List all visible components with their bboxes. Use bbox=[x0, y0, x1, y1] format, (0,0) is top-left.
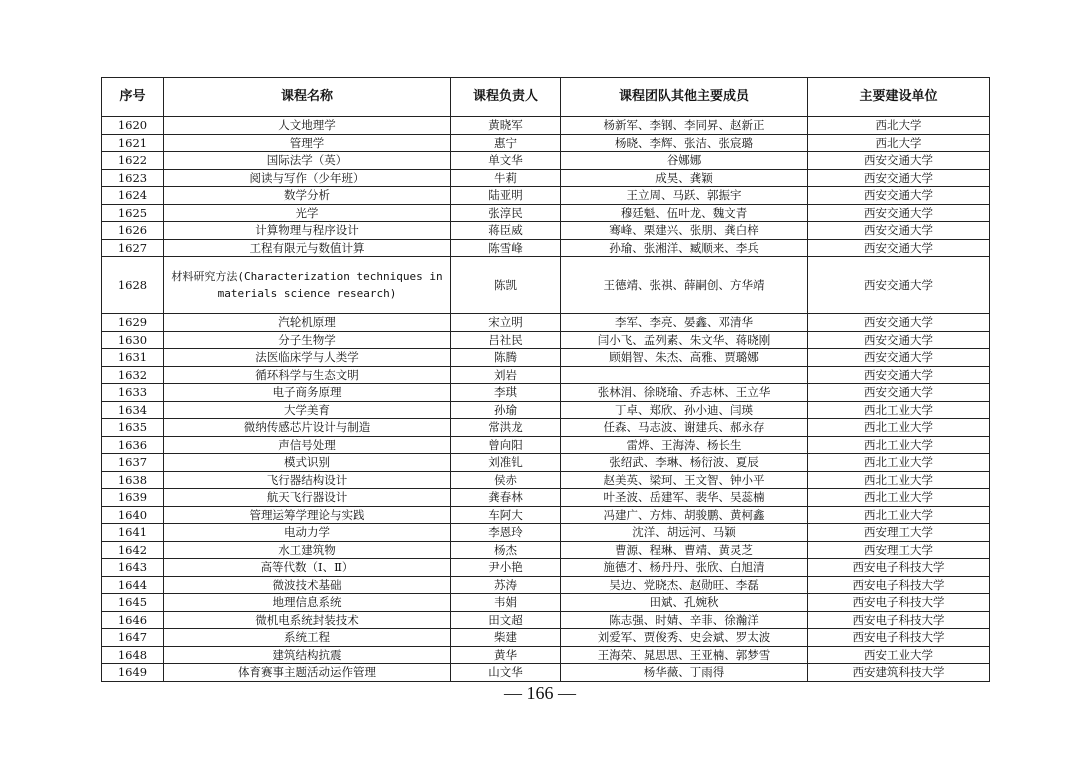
cell-team-members: 王立周、马跃、郭振宇 bbox=[561, 187, 808, 205]
table-row bbox=[102, 436, 990, 454]
cell-serial: 1630 bbox=[102, 331, 164, 349]
cell-serial: 1632 bbox=[102, 366, 164, 384]
cell-team-members: 吴边、党晓杰、赵勋旺、李磊 bbox=[561, 576, 808, 594]
header-course-leader: 课程负责人 bbox=[451, 78, 561, 117]
cell-team-members: 骞峰、栗建兴、张朋、龚白梓 bbox=[561, 222, 808, 240]
table-row bbox=[102, 117, 990, 135]
cell-institution: 西安电子科技大学 bbox=[808, 629, 990, 647]
cell-course-leader: 车阿大 bbox=[451, 506, 561, 524]
cell-team-members: 任森、马志波、谢建兵、郝永存 bbox=[561, 419, 808, 437]
cell-team-members: 赵美英、梁珂、王文智、钟小平 bbox=[561, 471, 808, 489]
cell-team-members: 丁卓、郑欣、孙小迪、闫瑛 bbox=[561, 401, 808, 419]
cell-team-members: 闫小飞、孟列素、朱文华、蒋晓刚 bbox=[561, 331, 808, 349]
table-row bbox=[102, 454, 990, 472]
cell-course-name: 法医临床学与人类学 bbox=[164, 349, 451, 367]
header-serial: 序号 bbox=[102, 78, 164, 117]
cell-institution: 西安理工大学 bbox=[808, 524, 990, 542]
cell-course-leader: 柴建 bbox=[451, 629, 561, 647]
cell-institution: 西安交通大学 bbox=[808, 152, 990, 170]
cell-course-leader: 吕社民 bbox=[451, 331, 561, 349]
table-row bbox=[102, 152, 990, 170]
table-row bbox=[102, 401, 990, 419]
cell-course-leader: 黄华 bbox=[451, 646, 561, 664]
cell-institution: 西北工业大学 bbox=[808, 419, 990, 437]
cell-institution: 西安交通大学 bbox=[808, 314, 990, 332]
cell-institution: 西安交通大学 bbox=[808, 204, 990, 222]
cell-course-name: 大学美育 bbox=[164, 401, 451, 419]
cell-course-name: 高等代数（Ⅰ、Ⅱ） bbox=[164, 559, 451, 577]
table-row bbox=[102, 471, 990, 489]
cell-team-members: 杨华薇、丁雨得 bbox=[561, 664, 808, 682]
page-number: — 166 — bbox=[504, 683, 576, 703]
cell-course-name: 管理学 bbox=[164, 134, 451, 152]
cell-team-members: 冯建广、方炜、胡骏鹏、黄柯鑫 bbox=[561, 506, 808, 524]
cell-serial: 1643 bbox=[102, 559, 164, 577]
cell-serial: 1637 bbox=[102, 454, 164, 472]
table-row bbox=[102, 541, 990, 559]
cell-team-members: 曹源、程琳、曹靖、黄灵芝 bbox=[561, 541, 808, 559]
cell-serial: 1629 bbox=[102, 314, 164, 332]
table-row bbox=[102, 349, 990, 367]
cell-serial: 1620 bbox=[102, 117, 164, 135]
cell-team-members: 叶圣波、岳建军、裴华、吴蕊楠 bbox=[561, 489, 808, 507]
cell-team-members: 陈志强、时婧、辛菲、徐瀚洋 bbox=[561, 611, 808, 629]
cell-course-leader: 刘岩 bbox=[451, 366, 561, 384]
cell-course-name: 地理信息系统 bbox=[164, 594, 451, 612]
cell-institution: 西北大学 bbox=[808, 117, 990, 135]
table-row bbox=[102, 134, 990, 152]
cell-course-leader: 牛莉 bbox=[451, 169, 561, 187]
cell-serial: 1625 bbox=[102, 204, 164, 222]
cell-course-name: 分子生物学 bbox=[164, 331, 451, 349]
cell-course-name: 微波技术基础 bbox=[164, 576, 451, 594]
cell-course-leader: 宋立明 bbox=[451, 314, 561, 332]
table-row bbox=[102, 187, 990, 205]
cell-serial: 1622 bbox=[102, 152, 164, 170]
header-institution: 主要建设单位 bbox=[808, 78, 990, 117]
table-header-row bbox=[102, 78, 990, 117]
cell-team-members: 顾娟智、朱杰、高雅、贾璐娜 bbox=[561, 349, 808, 367]
cell-course-name: 体育赛事主题活动运作管理 bbox=[164, 664, 451, 682]
cell-institution: 西安交通大学 bbox=[808, 384, 990, 402]
cell-institution: 西安电子科技大学 bbox=[808, 611, 990, 629]
cell-course-name: 微机电系统封装技术 bbox=[164, 611, 451, 629]
cell-institution: 西安建筑科技大学 bbox=[808, 664, 990, 682]
table-row bbox=[102, 559, 990, 577]
cell-institution: 西北工业大学 bbox=[808, 401, 990, 419]
cell-course-leader: 山文华 bbox=[451, 664, 561, 682]
cell-serial: 1621 bbox=[102, 134, 164, 152]
cell-serial: 1647 bbox=[102, 629, 164, 647]
cell-team-members: 张林涓、徐晓瑜、乔志林、王立华 bbox=[561, 384, 808, 402]
cell-course-leader: 刘准钆 bbox=[451, 454, 561, 472]
table-row bbox=[102, 222, 990, 240]
cell-team-members: 沈洋、胡远河、马颖 bbox=[561, 524, 808, 542]
cell-course-name: 飞行器结构设计 bbox=[164, 471, 451, 489]
cell-institution: 西安交通大学 bbox=[808, 349, 990, 367]
cell-course-leader: 单文华 bbox=[451, 152, 561, 170]
cell-team-members: 谷娜娜 bbox=[561, 152, 808, 170]
cell-course-leader: 惠宁 bbox=[451, 134, 561, 152]
table-row bbox=[102, 576, 990, 594]
cell-course-leader: 李琪 bbox=[451, 384, 561, 402]
cell-serial: 1623 bbox=[102, 169, 164, 187]
cell-institution: 西北工业大学 bbox=[808, 489, 990, 507]
table-row bbox=[102, 611, 990, 629]
cell-course-name: 阅读与写作（少年班） bbox=[164, 169, 451, 187]
table-row bbox=[102, 506, 990, 524]
cell-course-name: 模式识别 bbox=[164, 454, 451, 472]
cell-course-name: 数学分析 bbox=[164, 187, 451, 205]
cell-course-name: 管理运筹学理论与实践 bbox=[164, 506, 451, 524]
cell-institution: 西安交通大学 bbox=[808, 366, 990, 384]
cell-serial: 1640 bbox=[102, 506, 164, 524]
cell-course-leader: 陈凯 bbox=[451, 257, 561, 314]
cell-institution: 西安工业大学 bbox=[808, 646, 990, 664]
cell-course-name: 计算物理与程序设计 bbox=[164, 222, 451, 240]
cell-course-leader: 常洪龙 bbox=[451, 419, 561, 437]
cell-course-name: 国际法学（英） bbox=[164, 152, 451, 170]
table-row bbox=[102, 664, 990, 682]
cell-institution: 西北工业大学 bbox=[808, 436, 990, 454]
cell-serial: 1641 bbox=[102, 524, 164, 542]
cell-course-name: 工程有限元与数值计算 bbox=[164, 239, 451, 257]
table-row bbox=[102, 314, 990, 332]
cell-institution: 西安交通大学 bbox=[808, 257, 990, 314]
cell-serial: 1631 bbox=[102, 349, 164, 367]
cell-course-leader: 龚春林 bbox=[451, 489, 561, 507]
table-body bbox=[102, 117, 990, 682]
cell-serial: 1624 bbox=[102, 187, 164, 205]
table-row bbox=[102, 419, 990, 437]
cell-course-name: 系统工程 bbox=[164, 629, 451, 647]
cell-institution: 西安交通大学 bbox=[808, 331, 990, 349]
table-row bbox=[102, 331, 990, 349]
cell-serial: 1628 bbox=[102, 257, 164, 314]
cell-course-leader: 蒋臣威 bbox=[451, 222, 561, 240]
cell-institution: 西北工业大学 bbox=[808, 506, 990, 524]
cell-serial: 1642 bbox=[102, 541, 164, 559]
cell-course-leader: 侯赤 bbox=[451, 471, 561, 489]
cell-course-leader: 田文超 bbox=[451, 611, 561, 629]
cell-institution: 西安交通大学 bbox=[808, 222, 990, 240]
cell-serial: 1636 bbox=[102, 436, 164, 454]
header-course-name: 课程名称 bbox=[164, 78, 451, 117]
header-team-members: 课程团队其他主要成员 bbox=[561, 78, 808, 117]
cell-institution: 西安交通大学 bbox=[808, 169, 990, 187]
table-row bbox=[102, 646, 990, 664]
table-row bbox=[102, 594, 990, 612]
cell-institution: 西北工业大学 bbox=[808, 454, 990, 472]
cell-course-name: 汽轮机原理 bbox=[164, 314, 451, 332]
cell-institution: 西安交通大学 bbox=[808, 239, 990, 257]
cell-course-name: 水工建筑物 bbox=[164, 541, 451, 559]
cell-institution: 西安电子科技大学 bbox=[808, 559, 990, 577]
table-row bbox=[102, 524, 990, 542]
cell-institution: 西安电子科技大学 bbox=[808, 594, 990, 612]
cell-team-members: 杨晓、李辉、张洁、张宸璐 bbox=[561, 134, 808, 152]
cell-course-name: 材料研究方法(Characterization techniques in materials science research) bbox=[164, 257, 451, 314]
cell-course-leader: 陈雪峰 bbox=[451, 239, 561, 257]
cell-serial: 1639 bbox=[102, 489, 164, 507]
cell-team-members: 雷烨、王海涛、杨长生 bbox=[561, 436, 808, 454]
cell-course-leader: 杨杰 bbox=[451, 541, 561, 559]
cell-course-name: 声信号处理 bbox=[164, 436, 451, 454]
cell-team-members bbox=[561, 366, 808, 384]
cell-team-members: 田斌、孔婉秋 bbox=[561, 594, 808, 612]
cell-team-members: 成昊、龚颖 bbox=[561, 169, 808, 187]
cell-course-leader: 黄晓军 bbox=[451, 117, 561, 135]
cell-team-members: 施德才、杨丹丹、张欣、白旭清 bbox=[561, 559, 808, 577]
cell-institution: 西北工业大学 bbox=[808, 471, 990, 489]
cell-course-leader: 韦娟 bbox=[451, 594, 561, 612]
cell-institution: 西安交通大学 bbox=[808, 187, 990, 205]
table-row bbox=[102, 489, 990, 507]
cell-team-members: 李军、李亮、晏鑫、邓清华 bbox=[561, 314, 808, 332]
cell-course-name: 航天飞行器设计 bbox=[164, 489, 451, 507]
cell-team-members: 刘爱军、贾俊秀、史会斌、罗太波 bbox=[561, 629, 808, 647]
cell-team-members: 王德靖、张祺、薛嗣创、方华靖 bbox=[561, 257, 808, 314]
table-row bbox=[102, 366, 990, 384]
cell-serial: 1627 bbox=[102, 239, 164, 257]
table-row bbox=[102, 257, 990, 314]
table-row bbox=[102, 239, 990, 257]
cell-course-name: 微纳传感芯片设计与制造 bbox=[164, 419, 451, 437]
cell-course-leader: 孙瑜 bbox=[451, 401, 561, 419]
cell-team-members: 王海荣、晁思思、王亚楠、郭梦雪 bbox=[561, 646, 808, 664]
course-table bbox=[101, 77, 990, 682]
table-row bbox=[102, 629, 990, 647]
table-row bbox=[102, 384, 990, 402]
cell-serial: 1635 bbox=[102, 419, 164, 437]
cell-team-members: 穆廷魁、伍叶龙、魏文青 bbox=[561, 204, 808, 222]
cell-course-leader: 陈腾 bbox=[451, 349, 561, 367]
cell-course-name: 光学 bbox=[164, 204, 451, 222]
cell-serial: 1634 bbox=[102, 401, 164, 419]
cell-team-members: 张绍武、李琳、杨衍波、夏辰 bbox=[561, 454, 808, 472]
cell-team-members: 孙瑜、张湘洋、臧顺来、李兵 bbox=[561, 239, 808, 257]
cell-team-members: 杨新军、李钢、李同昇、赵新正 bbox=[561, 117, 808, 135]
cell-serial: 1626 bbox=[102, 222, 164, 240]
cell-serial: 1645 bbox=[102, 594, 164, 612]
table-row bbox=[102, 169, 990, 187]
cell-institution: 西安电子科技大学 bbox=[808, 576, 990, 594]
cell-institution: 西北大学 bbox=[808, 134, 990, 152]
cell-course-name: 建筑结构抗震 bbox=[164, 646, 451, 664]
cell-serial: 1646 bbox=[102, 611, 164, 629]
cell-course-name: 电动力学 bbox=[164, 524, 451, 542]
cell-institution: 西安理工大学 bbox=[808, 541, 990, 559]
cell-course-leader: 尹小艳 bbox=[451, 559, 561, 577]
cell-course-leader: 李恩玲 bbox=[451, 524, 561, 542]
cell-serial: 1638 bbox=[102, 471, 164, 489]
cell-course-leader: 曾向阳 bbox=[451, 436, 561, 454]
cell-serial: 1644 bbox=[102, 576, 164, 594]
cell-course-name: 电子商务原理 bbox=[164, 384, 451, 402]
table-row bbox=[102, 204, 990, 222]
cell-course-name: 循环科学与生态文明 bbox=[164, 366, 451, 384]
cell-serial: 1649 bbox=[102, 664, 164, 682]
cell-serial: 1648 bbox=[102, 646, 164, 664]
cell-course-leader: 苏涛 bbox=[451, 576, 561, 594]
cell-course-name: 人文地理学 bbox=[164, 117, 451, 135]
cell-course-leader: 陆亚明 bbox=[451, 187, 561, 205]
cell-serial: 1633 bbox=[102, 384, 164, 402]
cell-course-leader: 张淳民 bbox=[451, 204, 561, 222]
